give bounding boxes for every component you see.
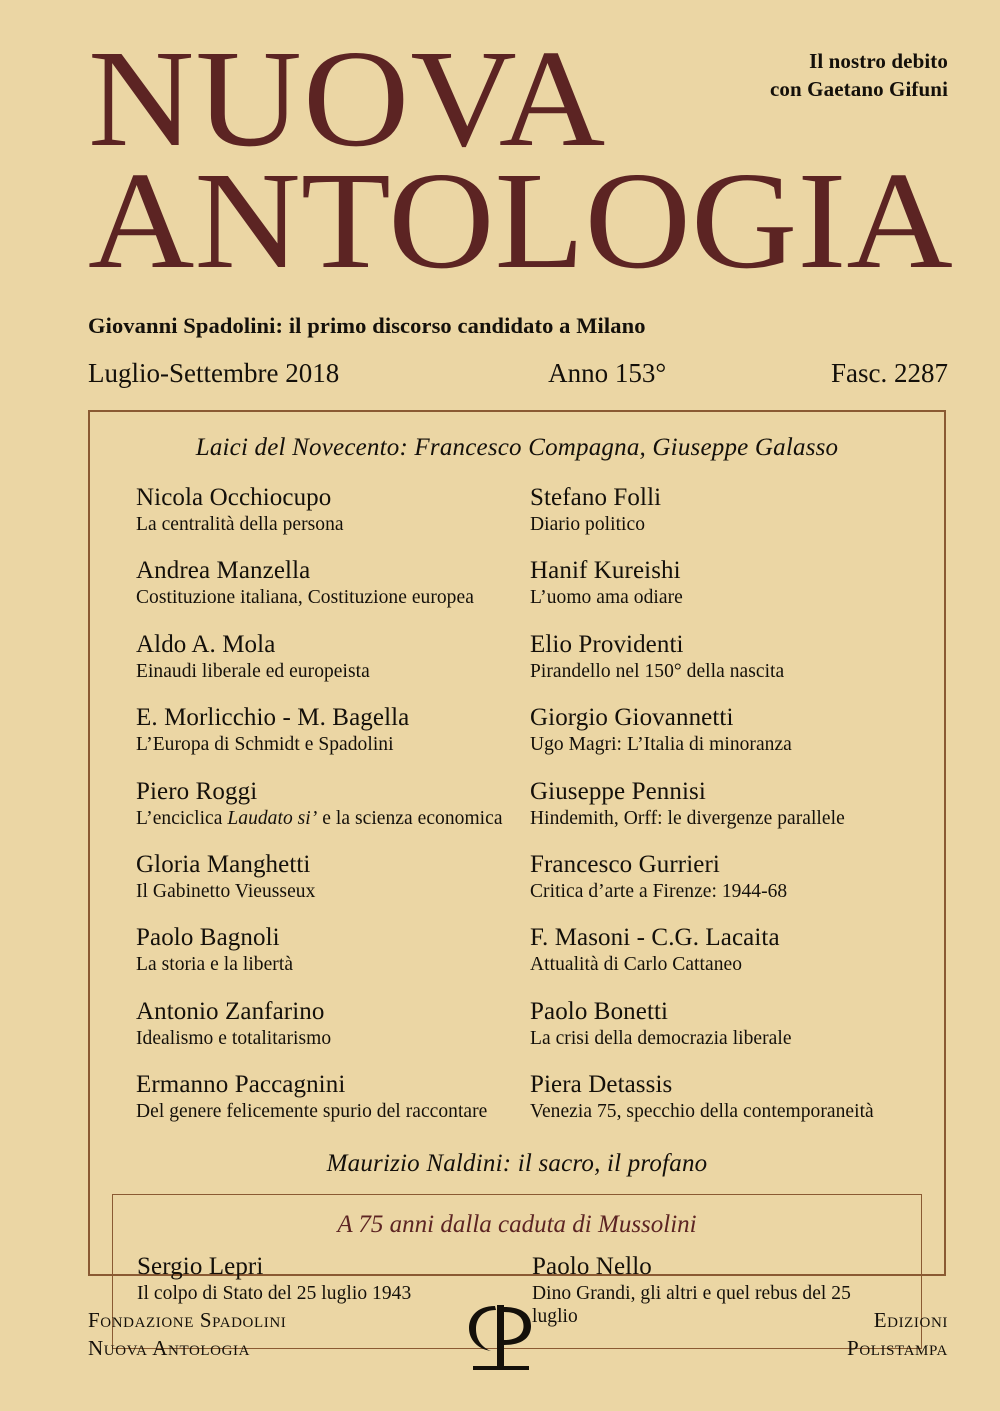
- entry-author: Piero Roggi: [136, 777, 258, 805]
- list-item[interactable]: [530, 998, 900, 1050]
- entry-work: Del genere felicemente spurio del raccontare: [136, 1101, 488, 1123]
- entry-work: Critica d’arte a Firenze: 1944-68: [530, 880, 788, 902]
- entry-work: La crisi della democrazia liberale: [530, 1027, 792, 1049]
- publisher-imprint: [847, 1306, 948, 1363]
- entry-author: Piera Detassis: [530, 1071, 673, 1099]
- list-item[interactable]: [136, 924, 518, 976]
- entry-work: Ugo Magri: L’Italia di minoranza: [530, 734, 792, 756]
- entry-work: Costituzione italiana, Costituzione europea: [136, 587, 474, 609]
- entry-author: Francesco Gurrieri: [530, 850, 720, 878]
- top-banner-line2: con Gaetano Gifuni: [770, 76, 948, 101]
- entry-author: Nicola Occhiocupo: [136, 484, 332, 511]
- entry-work: Hindemith, Orff: le divergenze parallele: [530, 807, 845, 829]
- issue-info-row: [88, 358, 948, 389]
- entry-work: Einaudi liberale ed europeista: [136, 660, 370, 682]
- list-item[interactable]: [530, 484, 900, 536]
- foundation-line2: Nuova Antologia: [88, 1336, 251, 1361]
- entry-author: Giorgio Giovannetti: [530, 704, 734, 732]
- list-item[interactable]: [136, 998, 518, 1050]
- entry-author: Sergio Lepri: [137, 1252, 264, 1280]
- entry-work: Pirandello nel 150° della nascita: [530, 660, 785, 682]
- list-item[interactable]: [530, 1071, 900, 1123]
- entry-work: L’uomo ama odiare: [530, 587, 683, 609]
- issue-number: Fasc. 2287: [831, 358, 948, 388]
- entry-author: Elio Providenti: [530, 630, 684, 658]
- foundation-line1: Fondazione Spadolini: [88, 1308, 287, 1332]
- entry-work: Il colpo di Stato del 25 luglio 1943: [137, 1282, 412, 1304]
- entry-author: Paolo Nello: [532, 1252, 652, 1280]
- entry-work: Dino Grandi, gli altri e quel rebus del 25 luglio: [532, 1282, 851, 1327]
- entry-work: L’enciclica Laudato si’ e la scienza economica: [136, 807, 503, 829]
- entry-work: Il Gabinetto Vieusseux: [136, 880, 316, 902]
- entry-work: La centralità della persona: [136, 514, 344, 535]
- foundation-imprint: [88, 1306, 286, 1363]
- entry-author: Andrea Manzella: [136, 557, 311, 585]
- issue-period: Luglio-Settembre 2018: [88, 358, 340, 388]
- entry-author: Hanif Kureishi: [530, 557, 681, 585]
- list-item[interactable]: [136, 851, 518, 903]
- contents-right-column: [518, 484, 900, 1124]
- list-item[interactable]: [530, 778, 900, 830]
- list-item[interactable]: [136, 1071, 518, 1123]
- list-item[interactable]: [136, 484, 518, 536]
- masthead-line-antologia: ANTOLOGIA: [88, 144, 953, 299]
- list-item[interactable]: [530, 851, 900, 903]
- entry-author: Giuseppe Pennisi: [530, 777, 706, 805]
- feature-box-title: A 75 anni dalla caduta di Mussolini: [337, 1210, 697, 1238]
- entry-author: F. Masoni - C.G. Lacaita: [530, 924, 780, 952]
- list-item[interactable]: [136, 704, 518, 756]
- entry-author: Paolo Bonetti: [530, 997, 669, 1025]
- entry-author: Antonio Zanfarino: [136, 997, 325, 1025]
- publisher-line1: Edizioni: [873, 1308, 948, 1332]
- entry-author: E. Morlicchio - M. Bagella: [136, 704, 410, 732]
- cover-subtitle: Giovanni Spadolini: il primo discorso candidato a Milano: [88, 313, 646, 338]
- masthead-line-nuova: NUOVA: [88, 22, 607, 176]
- entry-work: L’Europa di Schmidt e Spadolini: [136, 734, 394, 756]
- list-item[interactable]: [136, 631, 518, 683]
- contents-columns: [90, 484, 944, 1124]
- list-item[interactable]: [136, 557, 518, 609]
- entry-work: Attualità di Carlo Cattaneo: [530, 954, 743, 976]
- entry-work: Idealismo e totalitarismo: [136, 1027, 332, 1049]
- list-item[interactable]: [136, 778, 518, 830]
- masthead: [0, 22, 1000, 299]
- contents-second-section-title: Maurizio Naldini: il sacro, il profano: [326, 1149, 708, 1177]
- entry-author: Aldo A. Mola: [136, 630, 276, 658]
- list-item[interactable]: [530, 631, 900, 683]
- contents-section-title: Laici del Novecento: Francesco Compagna, Giuseppe Galasso: [195, 434, 839, 461]
- entry-work: La storia e la libertà: [136, 954, 294, 976]
- entry-author: Stefano Folli: [530, 484, 662, 511]
- issue-year: Anno 153°: [548, 358, 667, 388]
- list-item[interactable]: [530, 704, 900, 756]
- entry-author: Gloria Manghetti: [136, 850, 311, 878]
- top-banner-line1: Il nostro debito: [809, 49, 948, 73]
- list-item[interactable]: [530, 924, 900, 976]
- contents-left-column: [136, 484, 518, 1124]
- entry-work: Diario politico: [530, 514, 646, 535]
- entry-work: Venezia 75, specchio della contemporaneità: [530, 1101, 874, 1123]
- entry-author: Paolo Bagnoli: [136, 924, 280, 952]
- polistampa-p-logo: [455, 1298, 545, 1390]
- publisher-line2: Polistampa: [847, 1336, 948, 1361]
- entry-author: Ermanno Paccagnini: [136, 1071, 346, 1099]
- list-item[interactable]: [530, 557, 900, 609]
